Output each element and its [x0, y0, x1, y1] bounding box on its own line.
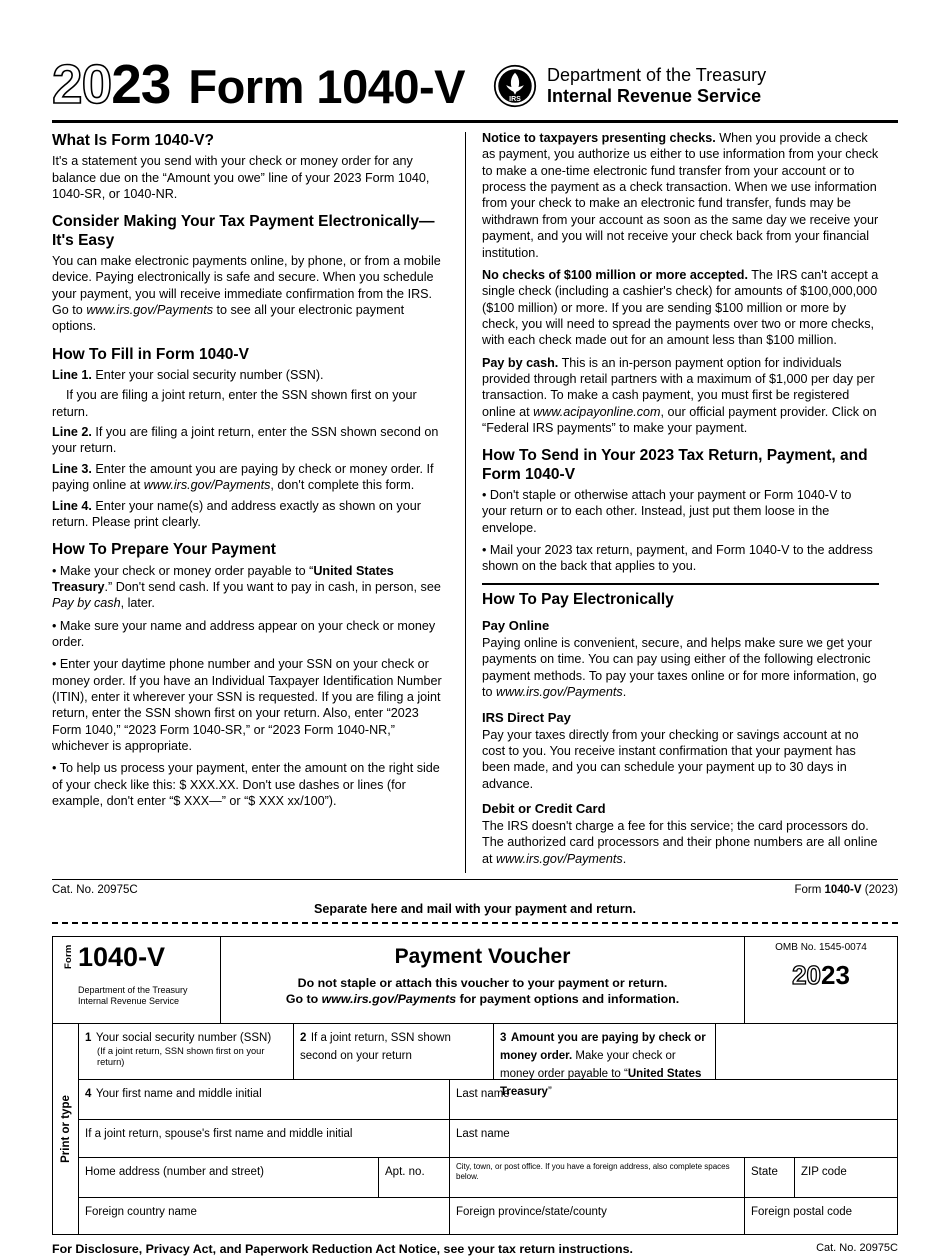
voucher-dept-line2: Internal Revenue Service — [78, 996, 180, 1007]
para-line-2 — [52, 424, 449, 457]
masthead — [52, 34, 898, 115]
field-5-last-label: Last name — [456, 1128, 510, 1141]
prepare-b1-paybycash: Pay by cash — [52, 596, 121, 611]
field-foreign-country[interactable] — [79, 1198, 450, 1234]
field-amount-box[interactable] — [716, 1024, 897, 1079]
field-4-number: 4 — [85, 1088, 92, 1101]
voucher-sub-1: Do not staple or attach this voucher to your payment or return. — [297, 976, 668, 991]
heading-consider-text: Consider Making Your Tax Payment Electronically—It's Easy — [52, 213, 435, 249]
para-send-b2: • Mail your 2023 tax return, payment, and Form 1040-V to the address shown on the back that applies to you. — [482, 543, 873, 574]
field-3-label-b: ” — [547, 1086, 552, 1099]
field-1-sublabel: (If a joint return, SSN shown first on your return) — [97, 1046, 265, 1068]
para-prepare-b4: • To help us process your payment, enter the amount on the right side of your check like this: $ XXX.XX. Don't use dashes or lines (for example, don't enter “$ XXX—” or “$ XXX xx/100”). — [52, 761, 440, 809]
prepare-b1-c: .” Don't send cash. If you want to pay in cash, in person, see — [104, 579, 441, 594]
line2-label: Line 2. — [52, 425, 92, 440]
field-2-number: 2 — [300, 1032, 307, 1045]
voucher-row-3 — [79, 1120, 897, 1158]
field-6-city-label: City, town, or post office. If you have a foreign address, also complete spaces below. — [456, 1162, 730, 1181]
field-6-label: Home address (number and street) — [85, 1166, 264, 1179]
para-line-3 — [52, 461, 449, 494]
bottom-footer — [52, 1242, 898, 1256]
field-foreign-province[interactable] — [450, 1198, 745, 1234]
field-4-last-label: Last name — [456, 1088, 510, 1101]
para-no-checks-100m — [482, 267, 879, 349]
heading-consider-electronic — [52, 213, 449, 250]
voucher-dept — [78, 985, 213, 1008]
form-footer-id — [794, 884, 898, 896]
voucher-sub2-b: for payment options and information. — [456, 992, 680, 1007]
field-apt-no[interactable] — [379, 1158, 450, 1197]
voucher-sub-2 — [221, 992, 744, 1006]
link-irs-payments-4[interactable]: www.irs.gov/Payments — [496, 851, 623, 866]
omb-number: OMB No. 1545-0074 — [775, 942, 867, 954]
voucher-row-5 — [79, 1198, 897, 1234]
line3-text-b: , don't complete this form. — [270, 478, 415, 493]
header-divider — [52, 120, 898, 123]
irs-agency-block — [493, 64, 766, 112]
para-prepare-b2: • Make sure your name and address appear on your check or money order. — [52, 618, 436, 649]
notice-text: When you provide a check as payment, you authorize us either to use information from your check to make a one-time electronic fund transfer from your account or to process the payment as a check transaction. When we use information from your check to make an electronic fund transfer, funds may be withdrawn from your account as soon as the same day we receive your payment, and you will not receive your check back from your financial institution. — [482, 131, 879, 260]
cash-text-b: , our official payment provider. Click on “Federal IRS payments” to make your payment. — [482, 404, 877, 436]
para-notice-checks — [482, 130, 879, 261]
voucher-title: Payment Voucher — [394, 945, 571, 969]
pay-online-a: Paying online is convenient, secure, and helps make sure we get your payments on time. You can pay using either of the following electronic payment methods. To pay your taxes online or for more information, go to — [482, 636, 877, 700]
line2-text: If you are filing a joint return, enter the SSN shown second on your return. — [52, 425, 439, 456]
field-last-name[interactable] — [450, 1080, 897, 1119]
line3-text-a: Enter the amount you are paying by check or money order. If paying online at — [52, 461, 434, 493]
field-3-payee: United States Treasury — [500, 1068, 702, 1099]
voucher-sub2-a: Go to — [285, 992, 322, 1007]
footer-row — [52, 884, 898, 896]
para-pay-by-cash — [482, 355, 879, 437]
dept-line-2: Internal Revenue Service — [547, 86, 762, 106]
pay-online-b: . — [622, 685, 627, 700]
field-3-number: 3 — [500, 1032, 507, 1045]
field-1-number: 1 — [85, 1032, 92, 1045]
voucher-fields-area — [53, 1024, 897, 1234]
content-columns — [52, 130, 898, 873]
page-title: Form 1040-V — [188, 60, 465, 113]
voucher-form-id — [53, 937, 221, 1023]
para-debit-credit — [482, 818, 879, 867]
svg-text:IRS: IRS — [509, 95, 521, 103]
year-suffix: 23 — [111, 53, 171, 115]
prepare-b1-payee: United States Treasury — [52, 563, 394, 594]
bottom-catalog-number: Cat. No. 20975C — [816, 1242, 898, 1255]
prepare-b1-e: , later. — [120, 596, 155, 611]
voucher-year-prefix: 20 — [792, 960, 821, 991]
subheading-direct-pay: IRS Direct Pay — [482, 709, 571, 725]
field-spouse-ssn[interactable] — [294, 1024, 494, 1079]
section-divider — [482, 583, 879, 585]
field-spouse-last-name[interactable] — [450, 1120, 897, 1157]
heading-how-to-fill: How To Fill in Form 1040-V — [52, 345, 249, 363]
field-ssn[interactable] — [79, 1024, 294, 1079]
link-acipayonline[interactable]: www.acipayonline.com — [533, 404, 661, 419]
irs-seal-icon — [493, 64, 537, 108]
heading-how-to-prepare: How To Prepare Your Payment — [52, 541, 276, 559]
disclosure-notice: For Disclosure, Privacy Act, and Paperwork Reduction Act Notice, see your tax return instructions. — [52, 1242, 633, 1256]
year-title — [52, 53, 465, 115]
prepare-b1-a: • Make your check or money order payable to “ — [52, 563, 314, 578]
voucher-header — [53, 937, 897, 1023]
para-line-1-indent: If you are filing a joint return, enter the SSN shown first on your return. — [52, 388, 417, 419]
line3-label: Line 3. — [52, 461, 92, 476]
separate-here-text: Separate here and mail with your payment and return. — [314, 902, 636, 917]
field-7-country-label: Foreign country name — [85, 1206, 197, 1219]
subheading-pay-online: Pay Online — [482, 618, 550, 634]
nochecks-label: No checks of $100 million or more accepted. — [482, 267, 748, 282]
para-consider — [52, 253, 449, 335]
voucher-year — [745, 960, 897, 991]
field-2-label: If a joint return, SSN shown second on your return — [300, 1032, 451, 1063]
link-irs-payments-2[interactable]: www.irs.gov/Payments — [143, 478, 271, 493]
link-irs-payments-3[interactable]: www.irs.gov/Payments — [496, 685, 623, 700]
voucher-row-2 — [79, 1080, 897, 1120]
field-6-state-label: State — [751, 1166, 778, 1179]
nochecks-text: The IRS can't accept a single check (including a cashier's check) for amounts of $100,000,000 ($100 million) or more. If you are sending $100 million or more by check, you will need to spread the payments over two or more checks, with each check made out for an amount less than $100 million. — [482, 267, 879, 348]
line1-label: Line 1. — [52, 368, 92, 382]
field-spouse-first-name[interactable] — [79, 1120, 450, 1157]
para-pay-online — [482, 635, 879, 700]
print-or-type-band — [53, 1024, 79, 1234]
top-half-footer — [52, 879, 898, 924]
field-3-label-bold: Amount you are paying by check or money order. — [500, 1032, 706, 1063]
field-state[interactable] — [745, 1158, 795, 1197]
field-7-province-label: Foreign province/state/county — [456, 1206, 607, 1219]
debit-text-b: . — [622, 851, 627, 866]
voucher-field-grid — [79, 1024, 897, 1234]
link-irs-payments-voucher[interactable]: www.irs.gov/Payments — [321, 992, 457, 1007]
line1-text: Enter your social security number (SSN). — [91, 368, 324, 382]
cash-label: Pay by cash. — [482, 355, 559, 370]
form-name: 1040-V — [824, 884, 862, 897]
para-send-b1: • Don't staple or otherwise attach your payment or Form 1040-V to your return or to each other. Instead, just put them loose in the envelope. — [482, 488, 852, 535]
field-1-label: Your social security number (SSN) — [95, 1032, 272, 1045]
voucher-row-4 — [79, 1158, 897, 1198]
field-6-zip-label: ZIP code — [801, 1166, 847, 1179]
field-first-name[interactable] — [79, 1080, 450, 1119]
cash-text-a: This is an in-person payment option for individuals provided through retail partners with a maximum of $1,000 per day per transaction. To make a cash payment, you must first be registered online at — [482, 355, 875, 419]
field-6-apt-label: Apt. no. — [385, 1166, 425, 1179]
agency-name — [547, 65, 766, 106]
right-column — [466, 130, 879, 873]
heading-how-to-send: How To Send in Your 2023 Tax Return, Payment, and Form 1040-V — [482, 447, 868, 483]
field-amount-paying[interactable] — [494, 1024, 716, 1099]
para-line-1 — [52, 367, 449, 383]
dept-line-1: Department of the Treasury — [547, 65, 767, 86]
field-7-postal-label: Foreign postal code — [751, 1206, 853, 1219]
para-line-4 — [52, 498, 449, 531]
subheading-debit-credit: Debit or Credit Card — [482, 800, 606, 816]
para-prepare-b1 — [52, 563, 449, 612]
form-year: (2023) — [861, 884, 898, 897]
field-zip[interactable] — [795, 1158, 897, 1197]
form-label: Form — [794, 884, 825, 897]
para-consider-b: to see all your electronic payment options. — [52, 303, 405, 334]
year-prefix: 20 — [52, 53, 112, 115]
field-city[interactable] — [450, 1158, 745, 1197]
heading-what-is-1040v: What Is Form 1040-V? — [52, 132, 214, 149]
voucher-form-number: 1040-V — [78, 942, 166, 973]
field-3-label-a: Make your check or money order payable to “ — [500, 1050, 676, 1081]
line4-label: Line 4. — [52, 498, 92, 513]
para-direct-pay: Pay your taxes directly from your checking or savings account at no cost to you. You receive instant confirmation that your payment has been made, and you can schedule your payment up to 30 days in advance. — [482, 727, 859, 791]
catalog-number: Cat. No. 20975C — [52, 884, 138, 897]
left-column — [52, 130, 465, 873]
link-irs-payments-1[interactable]: www.irs.gov/Payments — [86, 303, 213, 317]
para-consider-a: You can make electronic payments online, by phone, or from a mobile device. Paying electronically is safe and secure. When you schedule your payment, you will receive immediate confirmation from the IRS. Go to — [52, 253, 441, 317]
print-or-type-label: Print or type — [59, 1095, 72, 1163]
heading-how-to-pay-electronically: How To Pay Electronically — [482, 590, 674, 608]
tear-off-dashes — [52, 922, 898, 924]
notice-label: Notice to taxpayers presenting checks. — [482, 131, 716, 145]
field-home-address[interactable] — [79, 1158, 379, 1197]
para-prepare-b3: • Enter your daytime phone number and your SSN on your check or money order. If you have an Individual Taxpayer Identification Number (ITIN), enter it wherever your SSN is requested. If you are filing a joint return, enter the SSN shown first on your return. Also, enter “2023 Form 1040,” “2023 Form 1040-SR,” or “2023 Form 1040-NR,” whichever is appropriate. — [52, 657, 442, 754]
line4-text: Enter your name(s) and address exactly as shown on your return. Please print clearly. — [52, 498, 421, 529]
field-4-label: Your first name and middle initial — [95, 1088, 262, 1101]
voucher-omb-block — [745, 937, 897, 1023]
voucher-dept-line1: Department of the Treasury — [78, 985, 188, 996]
debit-text-a: The IRS doesn't charge a fee for this service; the card processors do. The authorized card processors and their phone numbers are all online at — [482, 818, 878, 866]
voucher-year-suffix: 23 — [821, 960, 850, 991]
para-what-is: It's a statement you send with your check or money order for any balance due on the “Amount you owe” line of your 2023 Form 1040, 1040-SR, or 1040-NR. — [52, 154, 430, 201]
field-5-label: If a joint return, spouse's first name and middle initial — [85, 1128, 353, 1141]
voucher-title-block — [221, 937, 745, 1023]
payment-voucher — [52, 936, 898, 1235]
field-foreign-postal[interactable] — [745, 1198, 897, 1234]
voucher-form-word: Form — [63, 944, 74, 970]
